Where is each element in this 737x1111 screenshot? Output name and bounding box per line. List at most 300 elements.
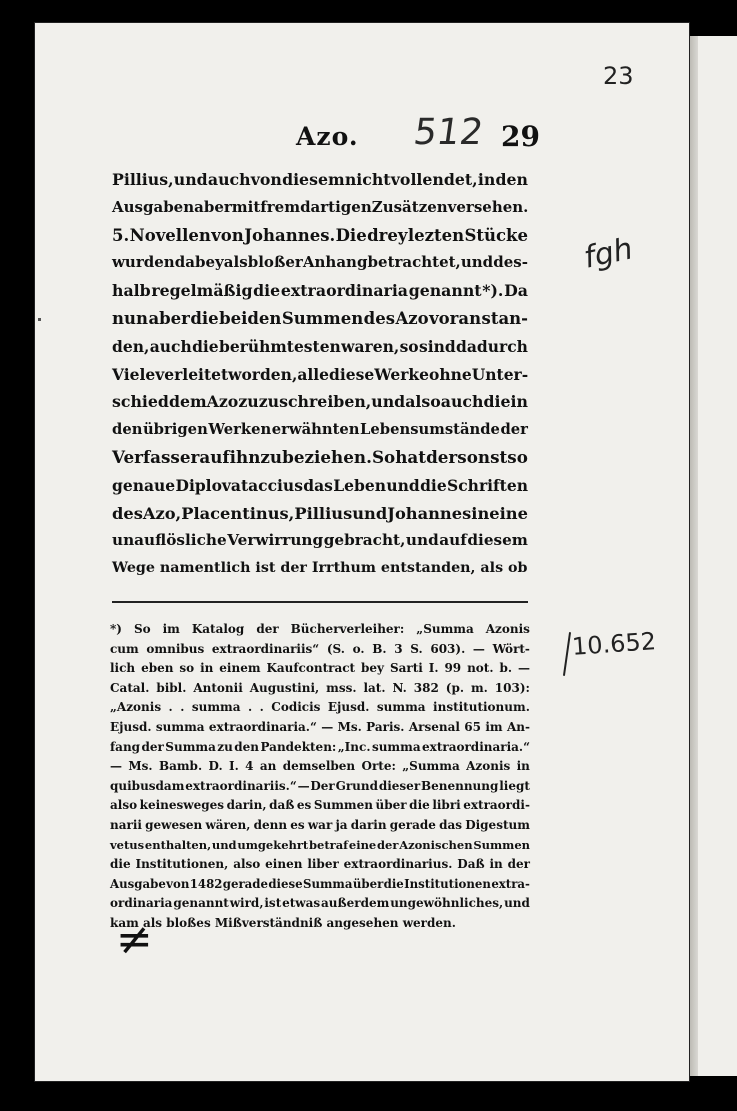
word: umgekehrt — [237, 837, 309, 852]
word: vetus — [110, 837, 145, 852]
word: Johannes. — [244, 225, 336, 245]
word: im — [162, 622, 180, 636]
word: das — [439, 817, 463, 832]
word: „Summa — [416, 622, 474, 636]
word: einen — [265, 857, 303, 872]
footnote-line — [110, 698, 530, 718]
word: an — [259, 759, 277, 774]
word: dem — [168, 392, 207, 412]
word: Leben — [333, 475, 386, 495]
word: Benennung — [420, 778, 499, 793]
word: worden, — [228, 364, 298, 384]
word: den — [112, 421, 143, 439]
pencil-page-annotation: 512 — [411, 112, 486, 153]
word: eine — [348, 837, 377, 852]
word: Lebensumstände — [360, 421, 500, 439]
word: *). — [482, 281, 504, 301]
word: über — [375, 798, 407, 813]
handwritten-margin-note: fgh — [580, 231, 636, 276]
word: Daß — [457, 857, 485, 872]
word: den, — [112, 336, 150, 356]
word: auch — [207, 170, 251, 189]
word: So — [133, 622, 151, 636]
word: genannt — [408, 281, 482, 301]
word: der — [426, 446, 458, 467]
word: übrigen — [142, 421, 208, 439]
word: zuzuschreiben, — [238, 392, 372, 412]
word: den — [234, 739, 260, 754]
word: summa — [371, 739, 421, 754]
handwritten-shelfmark: 10.652 — [571, 627, 657, 661]
word: den — [495, 170, 528, 189]
word: N. — [392, 680, 407, 695]
word: bloßer — [247, 253, 303, 272]
word: ja — [335, 817, 348, 832]
word: liegt — [499, 778, 530, 793]
word: dadurch — [456, 336, 528, 356]
word: und — [211, 837, 237, 852]
word: auf — [199, 446, 230, 467]
word: in — [200, 661, 214, 676]
body-line — [112, 277, 528, 305]
word: — — [517, 661, 530, 676]
word: unauflösliche — [112, 531, 227, 550]
word: gebracht, — [323, 531, 406, 550]
word: bey — [361, 661, 385, 676]
word: so — [507, 446, 528, 467]
word: die — [110, 857, 131, 872]
word: Schriften — [447, 475, 528, 495]
word: eben — [141, 661, 174, 676]
word: eine — [489, 503, 528, 523]
word: Summen — [281, 308, 364, 328]
word: Institutionen, — [135, 857, 229, 872]
word: Pillius, — [112, 170, 174, 189]
word: Azo, — [142, 503, 182, 523]
word: von — [250, 170, 282, 189]
footnote-separator — [112, 601, 528, 603]
word: So — [371, 446, 396, 467]
handwritten-folio-number: 23 — [603, 62, 634, 90]
word: An- — [506, 719, 530, 734]
word: also — [405, 392, 441, 412]
body-line — [112, 194, 528, 222]
word: . — [259, 700, 264, 715]
word: 99 — [444, 661, 462, 676]
word: Arsenal — [408, 719, 460, 734]
word: „Inc. — [337, 739, 371, 754]
footnote-line — [110, 894, 530, 914]
word: bibl. — [156, 680, 187, 695]
word: erwähnten — [271, 421, 360, 439]
word: das — [303, 475, 333, 495]
word: nun — [112, 308, 148, 328]
word: „Summa — [402, 759, 460, 774]
word: extraordi- — [463, 798, 530, 813]
word: wurden — [112, 253, 175, 272]
word: stan- — [481, 308, 528, 328]
margin-speck — [38, 318, 41, 321]
word: einem — [219, 661, 261, 676]
word: etwas — [282, 896, 321, 911]
footnote-line — [110, 640, 530, 660]
word: Bücherverleiher: — [290, 622, 405, 636]
word: Placentinus, — [181, 503, 295, 523]
word: die — [190, 308, 219, 328]
page-fold-shadow — [690, 36, 698, 1076]
word: quibusdam — [110, 778, 185, 793]
word: Werken — [208, 421, 272, 439]
word: mss. — [326, 680, 357, 695]
body-line — [112, 416, 528, 444]
word: es — [296, 798, 312, 813]
word: cum — [110, 641, 139, 656]
word: Verfasser — [112, 446, 200, 467]
word: Azo — [395, 308, 429, 328]
word: ordinaria — [110, 896, 173, 911]
word: der — [507, 857, 530, 872]
word: der — [377, 837, 399, 852]
word: narii — [110, 817, 142, 832]
word: des — [363, 308, 395, 328]
footnote — [110, 620, 530, 934]
word: in — [510, 392, 528, 412]
word: 103): — [494, 680, 530, 695]
word: der — [141, 739, 164, 754]
word: Summen — [473, 837, 530, 852]
word: ist — [264, 896, 282, 911]
word: es — [290, 817, 305, 832]
word: betraf — [309, 837, 349, 852]
word: sonst — [457, 446, 508, 467]
word: wären, — [205, 817, 251, 832]
body-line — [112, 388, 528, 416]
footnote-line: kam als bloßes Mißverständniß angesehen werden. — [110, 915, 456, 930]
word: die — [483, 392, 511, 412]
word: von — [166, 876, 190, 891]
word: in — [477, 170, 496, 189]
word: drey — [367, 225, 408, 245]
word: diese — [329, 364, 375, 384]
word: waren, — [341, 336, 400, 356]
word: — — [110, 759, 122, 774]
page-number: 29 — [501, 120, 540, 153]
word: Ejusd. — [110, 719, 152, 734]
footnote-line — [110, 738, 530, 758]
word: — — [472, 641, 485, 656]
word: fremdartigen — [260, 197, 372, 216]
word: auch — [149, 336, 192, 356]
word: b. — [499, 661, 513, 676]
word: genaue — [112, 475, 176, 495]
word: Werke — [374, 364, 429, 384]
word: Viele — [112, 364, 156, 384]
word: 3 — [394, 641, 403, 656]
word: ohne — [429, 364, 472, 384]
word: Azonis — [485, 622, 530, 636]
word: Ausgaben — [112, 197, 195, 216]
word: Digestum — [465, 817, 530, 832]
word: Ms. — [337, 719, 362, 734]
word: auf — [439, 531, 467, 550]
word: die — [420, 475, 447, 495]
word: darin — [350, 817, 387, 832]
word: als — [223, 253, 248, 272]
word: versehen. — [447, 197, 529, 216]
word: die — [383, 876, 404, 891]
word: Verwirrung — [227, 531, 324, 550]
word: außerdem — [321, 896, 390, 911]
word: die — [409, 798, 430, 813]
word: Stücke — [464, 225, 528, 245]
body-line — [112, 333, 528, 361]
word: liber — [307, 857, 339, 872]
word: ungewöhnliches, — [390, 896, 504, 911]
body-line — [112, 444, 528, 472]
word: Antonii — [193, 680, 243, 695]
word: I. — [428, 661, 439, 676]
word: Der — [310, 778, 335, 793]
word: vollendet, — [390, 170, 478, 189]
word: gewesen — [145, 817, 203, 832]
word: wird, — [229, 896, 264, 911]
body-line — [112, 305, 528, 333]
word: auch — [440, 392, 484, 412]
word: im — [485, 719, 503, 734]
body-line — [112, 472, 528, 500]
word: betrachtet, — [367, 253, 461, 272]
word: . — [180, 700, 185, 715]
word: Novellen — [129, 225, 211, 245]
word: Ms. — [128, 759, 153, 774]
word: 382 — [413, 680, 439, 695]
word: Bamb. — [158, 759, 203, 774]
word: Sarti — [389, 661, 423, 676]
word: schied — [112, 392, 169, 412]
word: und — [504, 896, 530, 911]
word: mit — [231, 197, 261, 216]
word: Wört- — [492, 641, 530, 656]
word: regelmäßig — [151, 281, 253, 301]
word: Summa — [302, 876, 353, 891]
word: 1482 — [189, 876, 223, 891]
word: Diplovataccius — [175, 475, 303, 495]
word: extraordinaria.“ — [422, 739, 530, 754]
word: Katalog — [191, 622, 245, 636]
word: verleitet — [155, 364, 229, 384]
word: Codicis — [271, 700, 321, 715]
footnote-line — [110, 777, 530, 797]
word: . — [168, 700, 173, 715]
word: *) — [110, 622, 122, 636]
word: Ejusd. — [327, 700, 370, 715]
word: Ausgabe — [110, 876, 166, 891]
footnote-line — [110, 875, 530, 895]
word: des- — [493, 253, 528, 272]
word: diesem — [282, 170, 345, 189]
footnote-line — [110, 620, 530, 640]
footnote-line — [110, 855, 530, 875]
word: beiden — [219, 308, 282, 328]
word: lezten — [407, 225, 465, 245]
word: institutionum. — [433, 700, 530, 715]
word: (S. — [326, 641, 345, 656]
word: 5. — [112, 225, 130, 245]
word: und — [173, 170, 208, 189]
word: und — [460, 253, 494, 272]
word: Azonischen — [399, 837, 473, 852]
page-header — [80, 112, 540, 158]
word: war — [307, 817, 333, 832]
body-line — [112, 249, 528, 277]
word: gerade — [222, 876, 268, 891]
word: Institutionen — [404, 876, 491, 891]
word: nicht — [344, 170, 391, 189]
word: summa — [155, 719, 205, 734]
word: zu — [217, 739, 233, 754]
word: Grund — [335, 778, 379, 793]
word: omnibus — [146, 641, 205, 656]
word: und — [386, 475, 420, 495]
word: fang — [110, 739, 141, 754]
word: Kaufcontract — [266, 661, 356, 676]
body-line — [112, 500, 528, 528]
word: — — [321, 719, 334, 734]
word: so — [179, 661, 195, 676]
word: des — [112, 503, 143, 523]
word: voran — [429, 308, 482, 328]
word: enthalten, — [144, 837, 212, 852]
word: zu — [260, 446, 283, 467]
word: in — [489, 857, 503, 872]
footnote-line — [110, 796, 530, 816]
word: diese — [268, 876, 303, 891]
word: in — [471, 503, 490, 523]
word: S. — [410, 641, 423, 656]
word: Azo — [206, 392, 239, 412]
word: also — [233, 857, 261, 872]
footnote-line — [110, 659, 530, 679]
word: Paris. — [366, 719, 405, 734]
word: 65 — [464, 719, 481, 734]
word: Azonis — [466, 759, 511, 774]
word: B. — [372, 641, 387, 656]
footnote-line — [110, 679, 530, 699]
word: Johannes — [387, 503, 472, 523]
body-line — [112, 361, 528, 389]
word: hat — [395, 446, 427, 467]
word: alle — [297, 364, 330, 384]
word: extraordinaria — [280, 281, 409, 301]
word: lat. — [363, 680, 386, 695]
word: Orte: — [361, 759, 396, 774]
footnote-line — [110, 816, 530, 836]
handwritten-not-equal-mark: ≠ — [116, 914, 153, 965]
word: extra- — [491, 876, 530, 891]
word: ihn — [229, 446, 261, 467]
word: halb — [112, 281, 151, 301]
word: D. — [208, 759, 223, 774]
word: darin, — [226, 798, 267, 813]
word: extraordinarius. — [343, 857, 453, 872]
running-head: Azo. — [296, 122, 359, 151]
word: der — [500, 421, 528, 439]
word: dieser — [378, 778, 421, 793]
body-line: Wege namentlich ist der Irrthum entstanden, als ob — [112, 560, 528, 577]
word: o. — [352, 641, 365, 656]
word: diesem — [467, 531, 528, 550]
word: summa — [191, 700, 241, 715]
word: aber — [148, 308, 190, 328]
word: 603). — [430, 641, 466, 656]
word: daß — [269, 798, 295, 813]
word: dabey — [174, 253, 224, 272]
body-line — [112, 166, 528, 194]
word: Unter- — [471, 364, 529, 384]
footnote-line — [110, 757, 530, 777]
word: I. — [229, 759, 239, 774]
word: also — [110, 798, 138, 813]
word: m. — [470, 680, 488, 695]
word: Pandekten: — [260, 739, 337, 754]
word: gerade — [389, 817, 436, 832]
word: die — [253, 281, 281, 301]
word: Pillius — [294, 503, 353, 523]
word: die — [192, 336, 219, 356]
word: in — [516, 759, 530, 774]
word: Catal. — [110, 680, 150, 695]
word: Da — [504, 281, 528, 301]
word: lich — [110, 661, 136, 676]
word: beziehen. — [282, 446, 372, 467]
word: „Azonis — [110, 700, 162, 715]
word: aber — [194, 197, 232, 216]
word: und — [352, 503, 388, 523]
word: Summa — [165, 739, 216, 754]
word: extraordinariis.“ — [185, 778, 297, 793]
body-text — [112, 166, 528, 583]
word: not. — [467, 661, 494, 676]
word: und — [405, 531, 439, 550]
word: genannt — [173, 896, 229, 911]
word: der — [256, 622, 279, 636]
footnote-line — [110, 836, 530, 856]
word: extraordinaria.“ — [208, 719, 317, 734]
word: sind — [418, 336, 456, 356]
word: — — [297, 778, 310, 793]
word: demselben — [282, 759, 356, 774]
word: extraordinariis“ — [211, 641, 320, 656]
adjacent-page-margin — [698, 36, 737, 1076]
word: von — [211, 225, 244, 245]
word: summa — [376, 700, 426, 715]
word: Augustini, — [249, 680, 320, 695]
word: Anhang — [302, 253, 368, 272]
body-line — [112, 527, 528, 555]
word: Summen — [313, 798, 373, 813]
word: und — [371, 392, 406, 412]
word: 4 — [245, 759, 254, 774]
word: denn — [253, 817, 288, 832]
word: keinesweges — [139, 798, 225, 813]
body-line — [112, 222, 528, 250]
word: berühmtesten — [218, 336, 341, 356]
word: Die — [335, 225, 367, 245]
footnote-line — [110, 718, 530, 738]
word: libri — [432, 798, 461, 813]
word: Zusätzen — [371, 197, 448, 216]
word: . — [247, 700, 253, 715]
